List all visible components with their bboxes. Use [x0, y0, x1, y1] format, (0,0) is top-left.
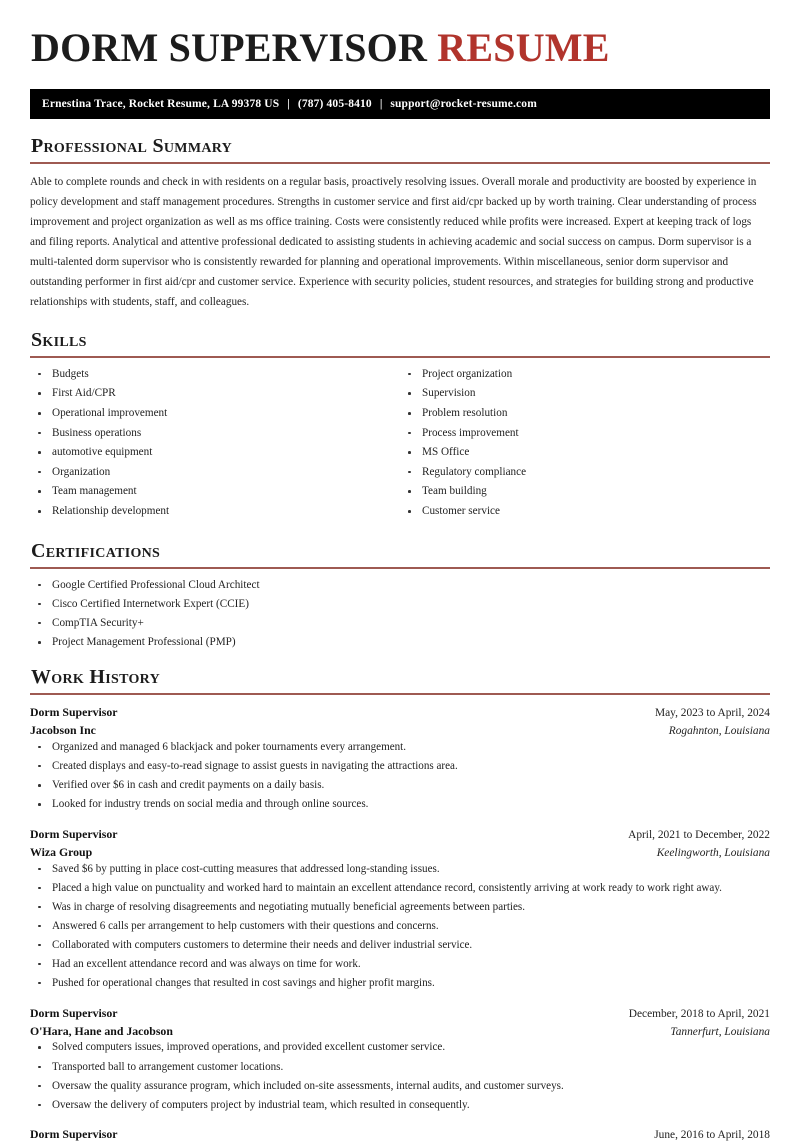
contact-separator-1: | — [287, 98, 290, 111]
list-item: Operational improvement — [30, 406, 400, 421]
list-item: Customer service — [400, 504, 770, 519]
section-heading-summary: Professional Summary — [31, 135, 233, 158]
job-title: Dorm Supervisor — [30, 826, 118, 841]
section-divider — [30, 693, 770, 695]
work-history-entry — [30, 704, 770, 812]
list-item: Team building — [400, 484, 770, 499]
list-item: Was in charge of resolving disagreements and negotiating mutually beneficial agreements between parties. — [30, 900, 770, 915]
job-location: Keelingworth, Louisiana — [656, 846, 770, 859]
section-work-history — [30, 666, 770, 1144]
list-item: Supervision — [400, 386, 770, 401]
contact-phone[interactable]: (787) 405-8410 — [297, 98, 372, 111]
job-subheader-row — [30, 844, 770, 862]
skills-column-right — [400, 367, 770, 524]
list-item: Saved $6 by putting in place cost-cutting measures that addressed long-standing issues. — [30, 862, 770, 877]
job-dates: April, 2021 to December, 2022 — [628, 828, 770, 841]
list-item: First Aid/CPR — [30, 386, 400, 401]
page-title — [31, 26, 770, 69]
list-item: Collaborated with computers customers to determine their needs and deliver industrial service. — [30, 938, 770, 953]
job-company: O'Hara, Hane and Jacobson — [30, 1023, 173, 1038]
list-item: Regulatory compliance — [400, 465, 770, 480]
section-divider — [30, 567, 770, 569]
list-item: Answered 6 calls per arrangement to help customers with their questions and concerns. — [30, 919, 770, 934]
work-history-entry — [30, 826, 770, 991]
list-item: Placed a high value on punctuality and worked hard to maintain an excellent attendance record, consistently arriving at work ready to work right away. — [30, 881, 770, 896]
section-divider — [30, 162, 770, 164]
list-item: Relationship development — [30, 504, 400, 519]
section-professional-summary — [30, 135, 770, 313]
skills-column-left — [30, 367, 400, 524]
contact-name-location: Ernestina Trace, Rocket Resume, LA 99378 US — [42, 98, 280, 111]
section-skills — [30, 329, 770, 524]
list-item: CompTIA Security+ — [30, 616, 770, 631]
list-item: Problem resolution — [400, 406, 770, 421]
work-history-entry — [30, 1005, 770, 1113]
section-certifications — [30, 540, 770, 651]
job-bullet-list — [30, 740, 770, 812]
summary-text: Able to complete rounds and check in with residents on a regular basis, proactively resolving issues. Overall morale and productivity are boosted by experience in policy development and staff management procedures. Strengths in customer service and first aid/cpr backed up by worth training. Clear understanding of process improvement and project organization as well as ms office training. Costs were consistently reduced while profits were increased. Expert at keeping track of logs and filing reports. Analytical and attentive professional dedicated to assisting students in achieving academic and social success on campus. Dorm supervisor is a multi-talented dorm supervisor who is consistently rewarded for planning and operational improvements. Within miscellaneous, senior dorm supervisor and outstanding performer in first aid/cpr and customer service. Experience with security policies, student resources, and strategies for building strong and productive relationships with students, staff, and colleagues. — [30, 176, 757, 308]
list-item: Solved computers issues, improved operations, and provided excellent customer service. — [30, 1040, 770, 1055]
work-history-entry — [30, 1126, 770, 1144]
list-item: Verified over $6 in cash and credit payments on a daily basis. — [30, 778, 770, 793]
skills-grid — [30, 367, 770, 524]
list-item: Business operations — [30, 426, 400, 441]
list-item: Process improvement — [400, 426, 770, 441]
job-subheader-row — [30, 722, 770, 740]
job-header-row — [30, 1005, 770, 1023]
job-bullet-list — [30, 862, 770, 991]
skills-list-left — [30, 367, 400, 519]
list-item: Project organization — [400, 367, 770, 382]
job-bullet-list — [30, 1040, 770, 1112]
job-dates: June, 2016 to April, 2018 — [654, 1129, 770, 1142]
list-item: Organized and managed 6 blackjack and poker tournaments every arrangement. — [30, 740, 770, 755]
job-dates: December, 2018 to April, 2021 — [628, 1007, 770, 1020]
list-item: Team management — [30, 484, 400, 499]
certifications-list — [30, 578, 770, 651]
job-company: Wiza Group — [30, 844, 93, 859]
job-title: Dorm Supervisor — [30, 1005, 118, 1020]
job-company: Jacobson Inc — [30, 722, 96, 737]
list-item: Google Certified Professional Cloud Architect — [30, 578, 770, 593]
list-item: automotive equipment — [30, 445, 400, 460]
list-item: Oversaw the delivery of computers project by industrial team, which resulted in consequently. — [30, 1098, 770, 1113]
job-header-row — [30, 826, 770, 844]
contact-separator-2: | — [379, 98, 383, 111]
list-item: Oversaw the quality assurance program, which included on-site assessments, internal audits, and customer surveys. — [30, 1079, 770, 1094]
job-location: Rogahnton, Louisiana — [668, 724, 770, 737]
job-header-row — [30, 704, 770, 722]
title-accent: RESUME — [437, 25, 610, 70]
skills-list-right — [400, 367, 770, 519]
list-item: Budgets — [30, 367, 400, 382]
contact-email[interactable]: support@rocket-resume.com — [390, 98, 537, 111]
job-dates: May, 2023 to April, 2024 — [654, 707, 770, 720]
section-heading-work-history: Work History — [31, 666, 160, 689]
list-item: MS Office — [400, 445, 770, 460]
section-heading-certifications: Certifications — [31, 539, 161, 562]
list-item: Organization — [30, 465, 400, 480]
section-divider — [30, 356, 770, 358]
section-heading-skills: Skills — [31, 328, 87, 351]
list-item: Transported ball to arrangement customer locations. — [30, 1060, 770, 1075]
list-item: Pushed for operational changes that resulted in cost savings and higher profit margins. — [30, 976, 770, 991]
job-header-row — [30, 1126, 770, 1144]
title-role: DORM SUPERVISOR — [31, 25, 428, 70]
list-item: Cisco Certified Internetwork Expert (CCIE) — [30, 597, 770, 612]
list-item: Created displays and easy-to-read signage to assist guests in navigating the attractions area. — [30, 759, 770, 774]
job-title: Dorm Supervisor — [30, 705, 118, 720]
job-location: Tannerfurt, Louisiana — [670, 1025, 770, 1038]
contact-bar — [30, 89, 770, 119]
list-item: Project Management Professional (PMP) — [30, 635, 770, 650]
job-subheader-row — [30, 1023, 770, 1041]
job-title: Dorm Supervisor — [30, 1127, 118, 1142]
list-item: Had an excellent attendance record and was always on time for work. — [30, 957, 770, 972]
list-item: Looked for industry trends on social media and through online sources. — [30, 797, 770, 812]
